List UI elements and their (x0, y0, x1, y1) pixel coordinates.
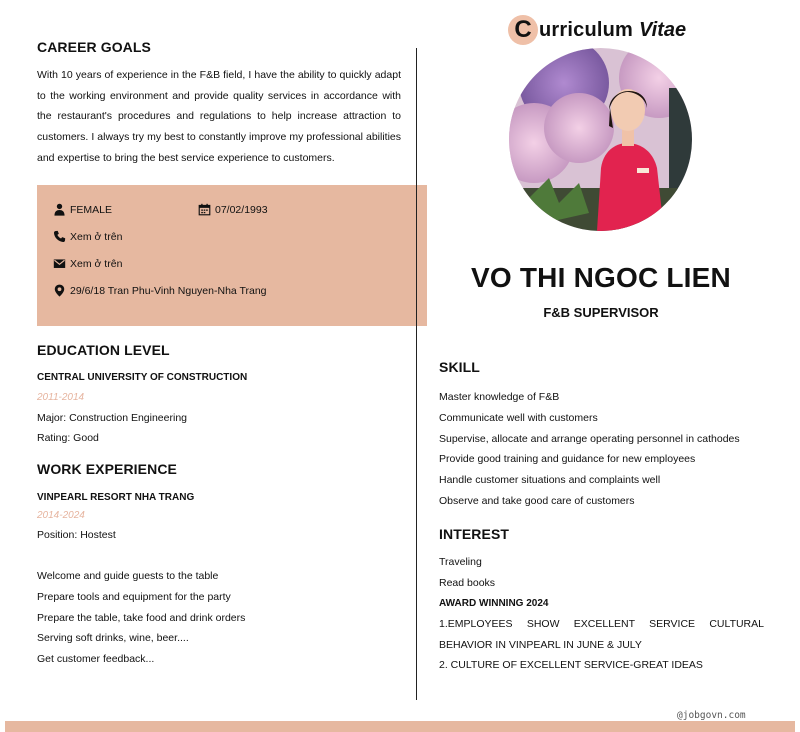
work-heading: WORK EXPERIENCE (37, 461, 177, 477)
interest-item: Read books (439, 576, 496, 589)
email-value: Xem ở trên (70, 257, 123, 270)
work-spacer (37, 546, 407, 567)
skill-item: Observe and take good care of customers (439, 494, 635, 507)
award-heading: AWARD WINNING 2024 (439, 597, 549, 609)
work-duty: Get customer feedback... (37, 653, 155, 666)
map-pin-icon (53, 284, 66, 297)
address-value: 29/6/18 Tran Phu-Vinh Nguyen-Nha Trang (70, 284, 267, 297)
contact-gender (53, 203, 112, 216)
education-rating: Rating: Good (37, 432, 99, 444)
education-major: Major: Construction Engineering (37, 412, 187, 424)
career-goals-section (37, 39, 401, 169)
career-goals-text: With 10 years of experience in the F&B field, I have the ability to quickly adapt to the working environment and provide quality services in accordance with the restaurant's procedures and regulations to help increase attraction to customers. I always try my best to constantly improve my professional abilities and expertise to bring the best service experience to customers. (37, 69, 401, 164)
skill-item: Master knowledge of F&B (439, 391, 560, 403)
education-school: CENTRAL UNIVERSITY OF CONSTRUCTION (37, 372, 248, 383)
work-duty: Prepare tools and equipment for the party (37, 591, 231, 604)
contact-info-box (37, 185, 427, 326)
interest-section (439, 526, 764, 676)
cv-title-word: urriculum (539, 18, 634, 41)
education-section (37, 342, 407, 448)
bottom-accent-bar (5, 721, 795, 732)
skill-item: Provide good training and guidance for new employees (439, 453, 696, 466)
skill-item: Supervise, allocate and arrange operating personnel in cathodes (439, 432, 740, 445)
work-duty: Serving soft drinks, wine, beer.... (37, 632, 189, 645)
contact-email (53, 257, 122, 270)
watermark: @jobgovn.com (677, 710, 746, 721)
gender-value: FEMALE (70, 203, 113, 216)
phone-icon (53, 230, 66, 243)
contact-birthday (198, 203, 268, 216)
candidate-job-title: F&B SUPERVISOR (543, 305, 659, 320)
phone-value: Xem ở trên (70, 230, 123, 243)
person-icon (53, 203, 66, 216)
candidate-name: VO THI NGOC LIEN (471, 262, 731, 293)
career-goals-heading: CAREER GOALS (37, 39, 151, 55)
profile-photo (509, 48, 692, 231)
skill-heading: SKILL (439, 359, 480, 375)
envelope-icon (53, 257, 66, 270)
cv-title (508, 14, 686, 46)
skill-item: Handle customer situations and complaints well (439, 474, 661, 487)
work-duty: Prepare the table, take food and drink orders (37, 611, 246, 624)
birthday-value: 07/02/1993 (215, 203, 268, 216)
column-divider (416, 48, 417, 700)
interest-heading: INTEREST (439, 526, 510, 542)
contact-address (53, 284, 267, 297)
contact-phone (53, 230, 122, 243)
work-period: 2014-2024 (37, 510, 85, 521)
education-period: 2011-2014 (37, 392, 85, 403)
work-duty: Welcome and guide guests to the table (37, 570, 219, 583)
cv-title-initial: C (508, 15, 538, 45)
award-item: 1.EMPLOYEES SHOW EXCELLENT SERVICE CULTURAL BEHAVIOR IN VINPEARL IN JUNE & JULY (439, 618, 764, 651)
interest-item: Traveling (439, 556, 482, 568)
work-company: VINPEARL RESORT NHA TRANG (37, 492, 195, 503)
work-experience-section (37, 461, 407, 670)
education-heading: EDUCATION LEVEL (37, 342, 170, 358)
skill-item: Communicate well with customers (439, 411, 598, 424)
skill-section (439, 359, 764, 512)
work-position: Position: Hostest (37, 529, 116, 541)
cv-title-suffix: Vitae (639, 18, 687, 41)
award-item: 2. CULTURE OF EXCELLENT SERVICE-GREAT IDEAS (439, 659, 703, 672)
calendar-icon (198, 203, 211, 216)
